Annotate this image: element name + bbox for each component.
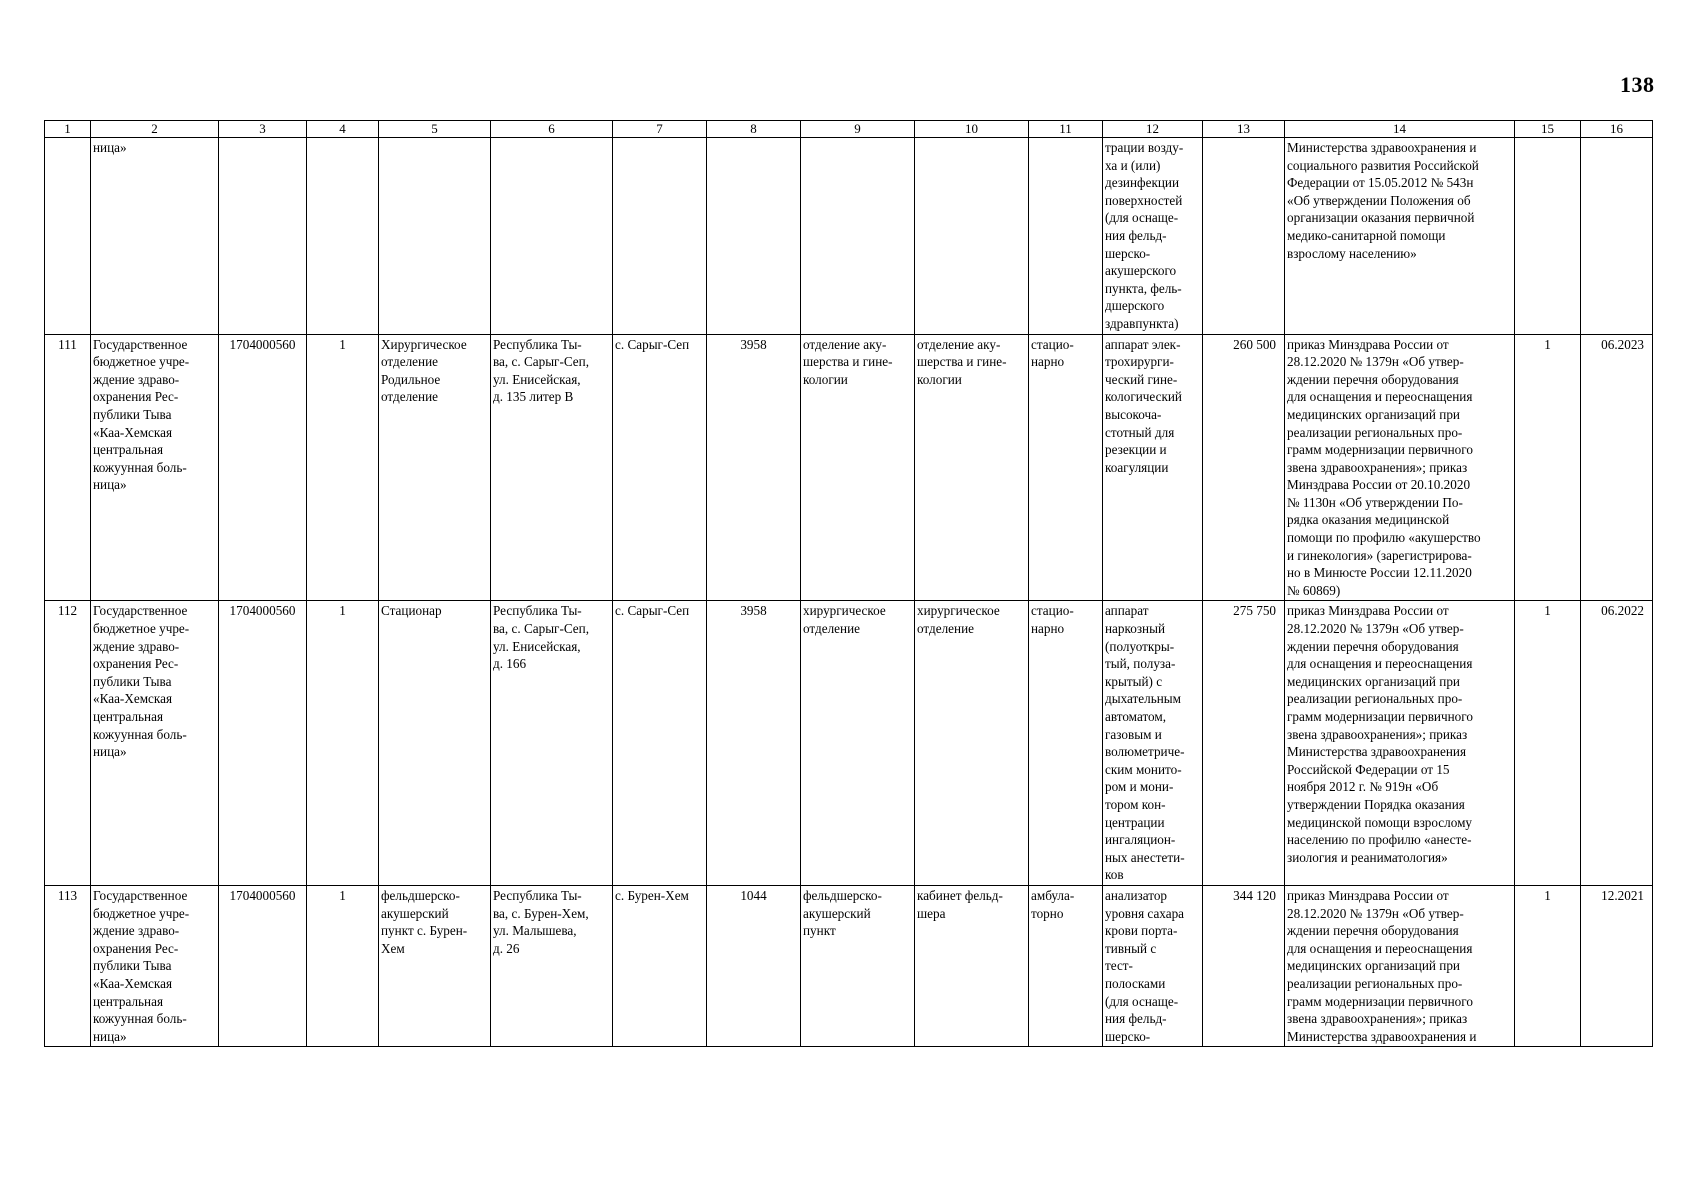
cell-text: 1	[339, 336, 346, 352]
cell-text: кабинет фельд- шера	[917, 887, 1003, 921]
column-header: 6	[491, 121, 613, 138]
table-cell-col-15	[1515, 885, 1581, 1046]
table-cell-col-8	[707, 334, 801, 601]
cell-text: ница»	[93, 140, 127, 155]
cell-text: 111	[58, 336, 77, 352]
table-cell-col-15	[1515, 138, 1581, 335]
table-cell-col-13	[1203, 138, 1285, 335]
cell-text: приказ Минздрава России от 28.12.2020 № 1379н «Об утвер- ждении перечня оборудования для оснащения и переоснащения медицинских организаций при реализации региональных про- грамм модернизации первичного звена здравоохранения»; приказ Министерства здравоохранения и	[1287, 887, 1477, 1044]
table-cell-col-15	[1515, 601, 1581, 886]
cell-text: фельдшерско- акушерский пункт с. Бурен- Хем	[381, 887, 468, 956]
table-cell-col-14	[1285, 885, 1515, 1046]
cell-text: 1044	[740, 887, 767, 903]
table-cell-col-7	[613, 334, 707, 601]
cell-text: стацио- нарно	[1031, 336, 1074, 370]
table-row	[45, 601, 1653, 886]
cell-text: 3958	[740, 603, 767, 619]
table-cell-col-3	[219, 601, 307, 886]
cell-text: аппарат элек- трохирурги- ческий гине- кологический высокоча- стотный для резекции и коагуляции	[1105, 336, 1182, 475]
cell-text: 113	[57, 887, 78, 903]
table-cell-col-13	[1203, 334, 1285, 601]
table-cell-col-4	[307, 885, 379, 1046]
table-cell-col-1	[45, 601, 91, 886]
table-cell-col-16	[1581, 334, 1653, 601]
table-cell-col-5	[379, 885, 491, 1046]
table-cell-col-7	[613, 138, 707, 335]
column-header: 9	[801, 121, 915, 138]
cell-text: с. Сарыг-Сеп	[615, 336, 690, 352]
document-table	[44, 120, 1653, 1047]
table-cell-col-4	[307, 601, 379, 886]
table-cell-col-2	[91, 885, 219, 1046]
cell-text: с. Бурен-Хем	[615, 887, 689, 903]
cell-text: отделение аку- шерства и гине- кологии	[803, 336, 893, 387]
table-cell-col-12	[1103, 885, 1203, 1046]
table-cell-col-5	[379, 138, 491, 335]
page-number: 138	[1620, 72, 1655, 97]
table-cell-col-11	[1029, 885, 1103, 1046]
cell-text: 112	[57, 603, 78, 619]
cell-text: 06.2022	[1601, 603, 1644, 619]
cell-text: 06.2023	[1601, 336, 1644, 352]
cell-text: 344 120	[1233, 887, 1276, 903]
cell-text: 3958	[740, 336, 767, 352]
table-cell-col-14	[1285, 601, 1515, 886]
cell-text: Республика Ты- ва, с. Сарыг-Сеп, ул. Енисейская, д. 166	[493, 603, 590, 672]
table-row	[45, 885, 1653, 1046]
cell-text: хирургическое отделение	[917, 603, 1000, 637]
cell-text: 1	[1544, 603, 1551, 619]
table-cell-col-5	[379, 601, 491, 886]
table-cell-col-14	[1285, 138, 1515, 335]
table-cell-col-10	[915, 601, 1029, 886]
table-cell-col-11	[1029, 601, 1103, 886]
cell-text: Государственное бюджетное учре- ждение здраво- охранения Рес- публики Тыва «Каа-Хемская центральная кожуунная боль- ница»	[93, 336, 190, 493]
cell-text: Республика Ты- ва, с. Сарыг-Сеп, ул. Енисейская, д. 135 литер В	[493, 336, 590, 405]
cell-text: 1704000560	[229, 603, 296, 619]
cell-text: анализатор уровня сахара крови порта- тивный с тест- полосками (для оснаще- ния фельд- шерско-	[1105, 887, 1185, 1044]
column-header: 14	[1285, 121, 1515, 138]
table-cell-col-8	[707, 601, 801, 886]
table-cell-col-14	[1285, 334, 1515, 601]
table-cell-col-10	[915, 334, 1029, 601]
table-cell-col-9	[801, 885, 915, 1046]
column-number-header-row	[45, 121, 1653, 138]
column-header: 11	[1029, 121, 1103, 138]
table-cell-col-2	[91, 601, 219, 886]
cell-text: хирургическое отделение	[803, 603, 886, 637]
cell-text: 1	[339, 603, 346, 619]
table-row	[45, 138, 1653, 335]
column-header: 4	[307, 121, 379, 138]
cell-text: стацио- нарно	[1031, 603, 1074, 637]
table-cell-col-6	[491, 138, 613, 335]
cell-text: 1	[1544, 887, 1551, 903]
table-cell-col-12	[1103, 334, 1203, 601]
table-cell-col-4	[307, 334, 379, 601]
table-cell-col-3	[219, 334, 307, 601]
column-header: 13	[1203, 121, 1285, 138]
column-header: 5	[379, 121, 491, 138]
table-cell-col-1	[45, 334, 91, 601]
column-header: 1	[45, 121, 91, 138]
cell-text: 275 750	[1233, 603, 1276, 619]
cell-text: 1	[339, 887, 346, 903]
cell-text: Государственное бюджетное учре- ждение здраво- охранения Рес- публики Тыва «Каа-Хемская центральная кожуунная боль- ница»	[93, 887, 190, 1044]
table-cell-col-6	[491, 334, 613, 601]
cell-text: трации возду- ха и (или) дезинфекции поверхностей (для оснаще- ния фельд- шерско- акушерского пункта, фель- дшерского здравпункта)	[1105, 140, 1184, 331]
column-header: 12	[1103, 121, 1203, 138]
column-header: 15	[1515, 121, 1581, 138]
table-cell-col-13	[1203, 601, 1285, 886]
column-header: 2	[91, 121, 219, 138]
table-cell-col-10	[915, 138, 1029, 335]
cell-text: Хирургическое отделение Родильное отделение	[381, 336, 467, 405]
cell-text: 1704000560	[229, 336, 296, 352]
table-cell-col-8	[707, 138, 801, 335]
cell-text: фельдшерско- акушерский пункт	[803, 887, 882, 939]
table-cell-col-15	[1515, 334, 1581, 601]
table-cell-col-9	[801, 334, 915, 601]
table-cell-col-10	[915, 885, 1029, 1046]
cell-text: 12.2021	[1601, 887, 1644, 903]
cell-text: Министерства здравоохранения и социального развития Российской Федерации от 15.05.2012 № 543н «Об утверждении Положения об организации оказания первичной медико-санитарной помощи взрослому населению»	[1287, 140, 1479, 261]
table-cell-col-5	[379, 334, 491, 601]
column-header: 16	[1581, 121, 1653, 138]
table-cell-col-6	[491, 601, 613, 886]
table-cell-col-4	[307, 138, 379, 335]
table-cell-col-11	[1029, 138, 1103, 335]
table-cell-col-12	[1103, 138, 1203, 335]
table-cell-col-1	[45, 138, 91, 335]
column-header: 8	[707, 121, 801, 138]
table-cell-col-16	[1581, 885, 1653, 1046]
cell-text: Стационар	[381, 603, 442, 619]
column-header: 3	[219, 121, 307, 138]
table-cell-col-16	[1581, 601, 1653, 886]
cell-text: Государственное бюджетное учре- ждение здраво- охранения Рес- публики Тыва «Каа-Хемская центральная кожуунная боль- ница»	[93, 603, 190, 760]
cell-text: отделение аку- шерства и гине- кологии	[917, 336, 1007, 387]
table-cell-col-12	[1103, 601, 1203, 886]
cell-text: 1	[1544, 336, 1551, 352]
cell-text: приказ Минздрава России от 28.12.2020 № 1379н «Об утвер- ждении перечня оборудования для оснащения и переоснащения медицинских организаций при реализации региональных про- грамм модернизации первичного звена здравоохранения»; приказ Минздрава России от 20.10.2020 № 1130н «Об утверждении По- рядка оказания медицинской помощи по профилю «акушерство и гинекология» (зарегистрирова- но в Минюсте России 12.11.2020 № 60869)	[1287, 336, 1481, 598]
table-cell-col-1	[45, 885, 91, 1046]
table-cell-col-3	[219, 138, 307, 335]
table-cell-col-6	[491, 885, 613, 1046]
cell-text: 260 500	[1233, 336, 1276, 352]
cell-text: с. Сарыг-Сеп	[615, 603, 690, 619]
table-cell-col-7	[613, 885, 707, 1046]
table-cell-col-16	[1581, 138, 1653, 335]
table-cell-col-2	[91, 334, 219, 601]
table-cell-col-8	[707, 885, 801, 1046]
table-cell-col-2	[91, 138, 219, 335]
table-cell-col-9	[801, 138, 915, 335]
table-cell-col-3	[219, 885, 307, 1046]
table-row	[45, 334, 1653, 601]
column-header: 7	[613, 121, 707, 138]
cell-text: 1704000560	[229, 887, 296, 903]
table-cell-col-11	[1029, 334, 1103, 601]
cell-text: аппарат наркозный (полуоткры- тый, полуза- крытый) с дыхательным автоматом, газовым и волюметриче- ским монито- ром и мони- тором кон- центрации ингаляцион- ных анестети- ков	[1105, 603, 1185, 883]
table-cell-col-13	[1203, 885, 1285, 1046]
table-cell-col-7	[613, 601, 707, 886]
cell-text: Республика Ты- ва, с. Бурен-Хем, ул. Малышева, д. 26	[493, 887, 589, 956]
cell-text: амбула- торно	[1031, 887, 1075, 921]
column-header: 10	[915, 121, 1029, 138]
cell-text: приказ Минздрава России от 28.12.2020 № 1379н «Об утвер- ждении перечня оборудования для оснащения и переоснащения медицинских организаций при реализации региональных про- грамм модернизации первичного звена здравоохранения»; приказ Министерства здравоохранения Российской Федерации от 15 ноября 2012 г. № 919н «Об утверждении Порядка оказания медицинской помощи взрослому населению по профилю «анесте- зиология и реаниматология»	[1287, 603, 1473, 865]
table-cell-col-9	[801, 601, 915, 886]
